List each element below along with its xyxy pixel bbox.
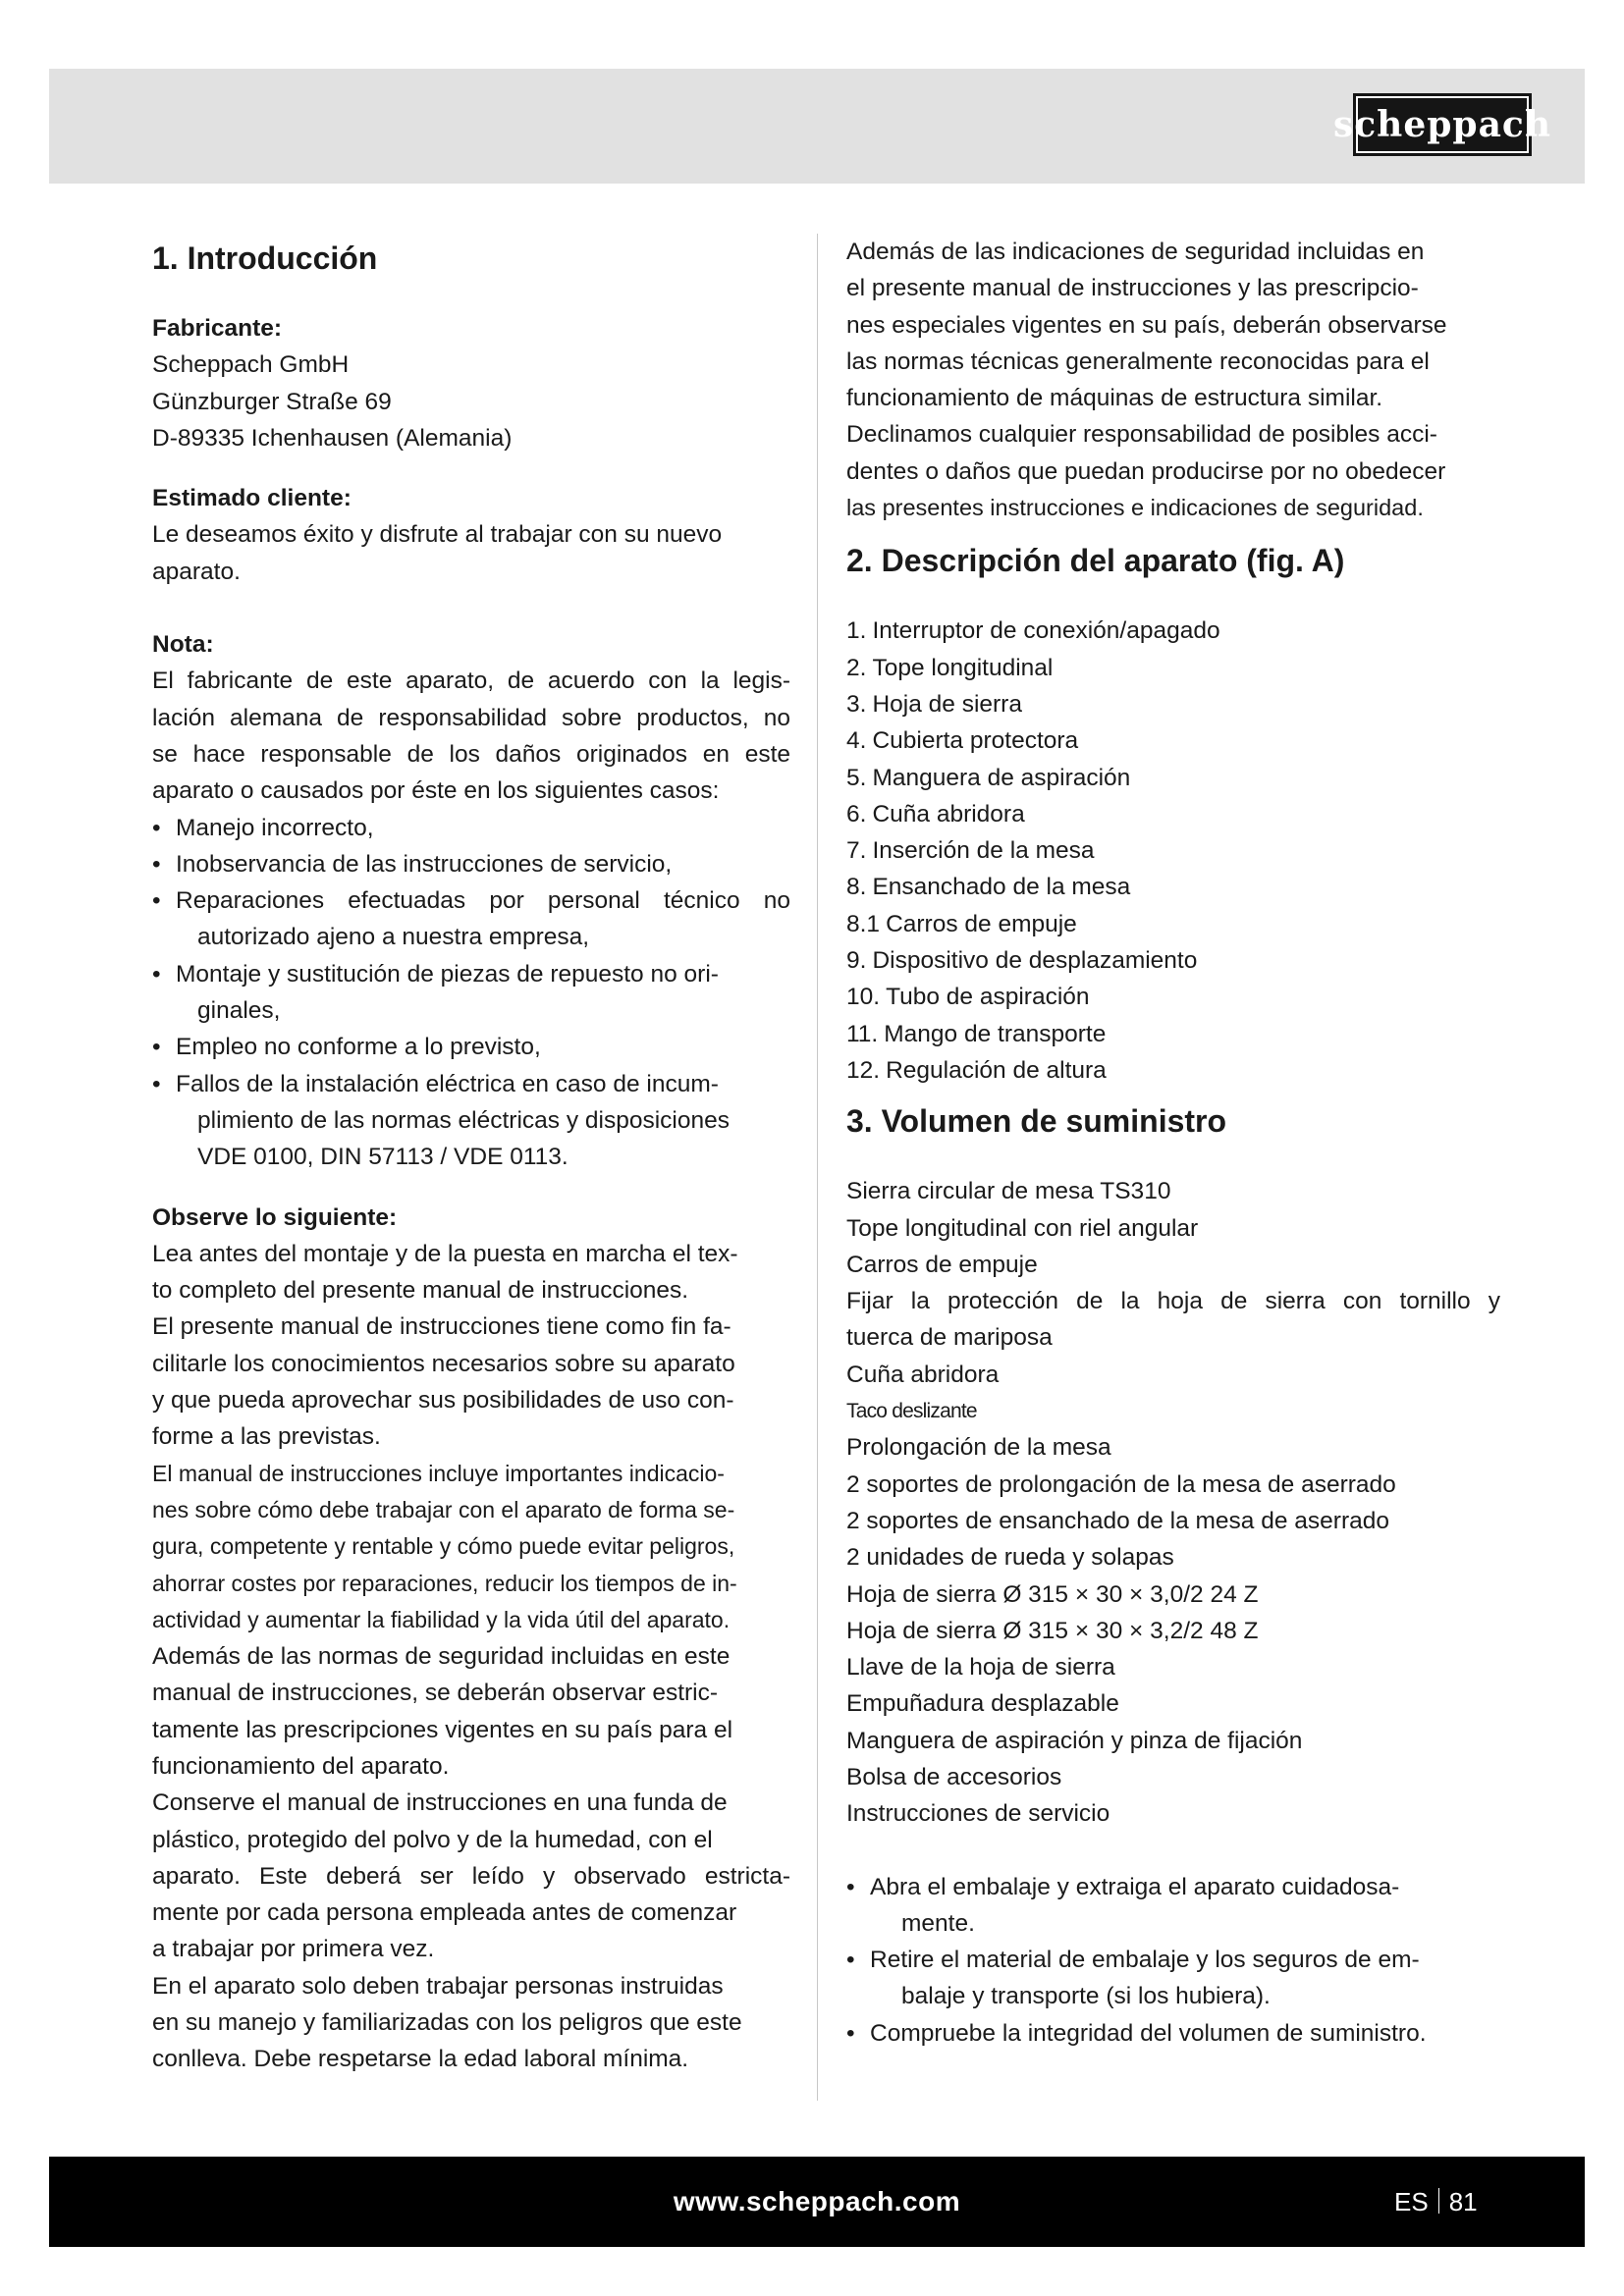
- safety-line: las normas técnicas generalmente reconocidas para el: [846, 347, 1430, 375]
- unpack-step: [846, 1942, 1500, 2015]
- part-item: [846, 796, 1500, 832]
- supply-item: Manguera de aspiración y pinza de fijación: [846, 1727, 1303, 1754]
- safety-line: Además de las indicaciones de seguridad incluidas en: [846, 239, 1425, 265]
- supply-item: 2 soportes de ensanchado de la mesa de aserrado: [846, 1507, 1389, 1534]
- case-text: • Montaje y sustitución de piezas de repuesto no ori-: [176, 960, 719, 988]
- case-item: [152, 1066, 790, 1176]
- parts-list: [846, 613, 1500, 1089]
- safety-line: funcionamiento de máquinas de estructura similar.: [846, 385, 1383, 412]
- part-item: [846, 722, 1500, 759]
- observe-line: a trabajar por primera vez.: [152, 1936, 435, 1963]
- supply-item: Prolongación de la mesa: [846, 1434, 1111, 1462]
- observe-line: aparato. Este deberá ser leído y observado estricta-: [152, 1862, 790, 1890]
- footer-band: [49, 2157, 1585, 2247]
- unpack-text: balaje y transporte (si los hubiera).: [901, 1983, 1271, 2010]
- note-line: El fabricante de este aparato, de acuerdo con la legis-: [152, 667, 790, 695]
- part-label: Carros de empuje: [886, 910, 1077, 937]
- unpack-text: • Compruebe la integridad del volumen de suministro.: [870, 2019, 1427, 2047]
- note-label: Nota:: [152, 631, 214, 659]
- part-label: Dispositivo de desplazamiento: [872, 947, 1198, 975]
- part-item: [846, 760, 1500, 796]
- part-label: Interruptor de conexión/apagado: [872, 617, 1220, 645]
- part-number: 9.: [846, 947, 867, 975]
- part-item: [846, 832, 1500, 869]
- part-number: 12.: [846, 1056, 881, 1084]
- supply-item: 2 soportes de prolongación de la mesa de aserrado: [846, 1470, 1396, 1498]
- observe-line: funcionamiento del aparato.: [152, 1752, 450, 1780]
- part-number: 1.: [846, 617, 867, 645]
- right-column: [846, 234, 1500, 2052]
- observe-line: El manual de instrucciones incluye importantes indicacio-: [152, 1460, 725, 1486]
- part-number: 8.: [846, 874, 867, 901]
- supply-item: tuerca de mariposa: [846, 1324, 1053, 1352]
- part-item: [846, 906, 1500, 942]
- part-item: [846, 942, 1500, 979]
- observe-line: y que pueda aprovechar sus posibilidades de uso con-: [152, 1387, 734, 1415]
- unpack-text: • Abra el embalaje y extraiga el aparato cuidadosa-: [870, 1873, 1400, 1900]
- part-number: 7.: [846, 837, 867, 865]
- observe-line: actividad y aumentar la fiabilidad y la vida útil del aparato.: [152, 1606, 731, 1632]
- safety-line: las presentes instrucciones e indicaciones de seguridad.: [846, 495, 1424, 521]
- page-number: 81: [1448, 2187, 1478, 2216]
- part-item: [846, 686, 1500, 722]
- intro-heading: 1. Introducción: [152, 240, 378, 276]
- observe-line: Lea antes del montaje y de la puesta en marcha el tex-: [152, 1240, 738, 1267]
- left-column: [152, 234, 790, 2078]
- case-item: [152, 810, 790, 846]
- supply-item: Carros de empuje: [846, 1251, 1038, 1278]
- manufacturer-label: Fabricante:: [152, 315, 283, 342]
- supply-item: Taco deslizante: [846, 1400, 977, 1423]
- customer-line: Le deseamos éxito y disfrute al trabajar con su nuevo: [152, 521, 723, 549]
- supply-item: Cuña abridora: [846, 1361, 1000, 1388]
- observe-line: El presente manual de instrucciones tiene como fin fa-: [152, 1313, 731, 1341]
- observe-label: Observe lo siguiente:: [152, 1203, 398, 1231]
- part-number: 2.: [846, 654, 867, 681]
- observe-line: manual de instrucciones, se deberán observar estric-: [152, 1680, 719, 1707]
- supply-item: Empuñadura desplazable: [846, 1690, 1119, 1718]
- case-item: [152, 846, 790, 882]
- unpack-step: [846, 2015, 1500, 2052]
- case-text: autorizado ajeno a nuestra empresa,: [197, 924, 590, 951]
- observe-line: En el aparato solo deben trabajar personas instruidas: [152, 1972, 724, 2000]
- case-text: plimiento de las normas eléctricas y disposiciones: [197, 1106, 730, 1134]
- case-text: • Reparaciones efectuadas por personal técnico no: [176, 887, 790, 915]
- supply-list: [846, 1173, 1500, 1832]
- supply-item: Sierra circular de mesa TS310: [846, 1178, 1171, 1205]
- manufacturer-line: D-89335 Ichenhausen (Alemania): [152, 424, 513, 452]
- part-label: Inserción de la mesa: [872, 837, 1095, 865]
- case-text: • Inobservancia de las instrucciones de servicio,: [176, 850, 673, 878]
- observe-line: nes sobre cómo debe trabajar con el aparato de forma se-: [152, 1496, 735, 1522]
- part-number: 3.: [846, 690, 867, 718]
- observe-line: gura, competente y rentable y cómo puede evitar peligros,: [152, 1533, 735, 1560]
- observe-line: tamente las prescripciones vigentes en su país para el: [152, 1716, 733, 1743]
- manufacturer-line: Günzburger Straße 69: [152, 388, 392, 415]
- page-separator: [1438, 2188, 1439, 2214]
- part-item: [846, 1052, 1500, 1089]
- supply-item: Bolsa de accesorios: [846, 1763, 1062, 1790]
- unpack-text: mente.: [901, 1909, 975, 1937]
- note-line: lación alemana de responsabilidad sobre productos, no: [152, 704, 790, 731]
- part-number: 11.: [846, 1020, 879, 1047]
- observe-line: ahorrar costes por reparaciones, reducir los tiempos de in-: [152, 1570, 737, 1596]
- part-label: Regulación de altura: [886, 1056, 1107, 1084]
- supply-item: Hoja de sierra Ø 315 × 30 × 3,0/2 24 Z: [846, 1580, 1259, 1608]
- case-item: [152, 956, 790, 1030]
- part-label: Cuña abridora: [872, 800, 1025, 828]
- supply-item: Instrucciones de servicio: [846, 1800, 1110, 1828]
- case-text: VDE 0100, DIN 57113 / VDE 0113.: [197, 1144, 568, 1171]
- manufacturer-line: Scheppach GmbH: [152, 351, 350, 379]
- safety-line: Declinamos cualquier responsabilidad de posibles acci-: [846, 421, 1437, 449]
- observe-line: to completo del presente manual de instrucciones.: [152, 1277, 689, 1305]
- unpack-text: • Retire el material de embalaje y los seguros de em-: [870, 1947, 1420, 1974]
- supply-item: Hoja de sierra Ø 315 × 30 × 3,2/2 48 Z: [846, 1617, 1259, 1644]
- case-item: [152, 882, 790, 956]
- safety-line: nes especiales vigentes en su país, deberán observarse: [846, 311, 1447, 339]
- part-label: Hoja de sierra: [872, 690, 1022, 718]
- note-line: aparato o causados por éste en los siguientes casos:: [152, 777, 720, 805]
- customer-line: aparato.: [152, 558, 241, 585]
- part-number: 8.1: [846, 910, 881, 937]
- part-label: Manguera de aspiración: [872, 764, 1131, 791]
- supply-item: Fijar la protección de la hoja de sierra con tornillo y: [846, 1288, 1500, 1315]
- observe-line: Además de las normas de seguridad incluidas en este: [152, 1643, 731, 1671]
- part-label: Mango de transporte: [884, 1020, 1107, 1047]
- supply-item: Llave de la hoja de sierra: [846, 1654, 1115, 1682]
- description-heading: 2. Descripción del aparato (fig. A): [846, 543, 1345, 579]
- supply-item: Tope longitudinal con riel angular: [846, 1214, 1199, 1242]
- part-label: Cubierta protectora: [872, 727, 1079, 755]
- part-number: 6.: [846, 800, 867, 828]
- part-label: Tope longitudinal: [872, 654, 1054, 681]
- case-text: • Fallos de la instalación eléctrica en caso de incum-: [176, 1070, 719, 1097]
- unpack-step: [846, 1869, 1500, 1943]
- part-item: [846, 1016, 1500, 1052]
- case-text: • Empleo no conforme a lo previsto,: [176, 1034, 541, 1061]
- part-number: 10.: [846, 984, 881, 1011]
- part-item: [846, 613, 1500, 649]
- part-item: [846, 979, 1500, 1015]
- supply-heading: 3. Volumen de suministro: [846, 1103, 1227, 1140]
- observe-line: forme a las previstas.: [152, 1423, 381, 1451]
- page-indicator: [1394, 2187, 1478, 2217]
- customer-label: Estimado cliente:: [152, 485, 352, 512]
- observe-line: cilitarle los conocimientos necesarios sobre su aparato: [152, 1350, 735, 1377]
- part-item: [846, 869, 1500, 905]
- part-label: Tubo de aspiración: [886, 984, 1090, 1011]
- part-item: [846, 650, 1500, 686]
- part-number: 4.: [846, 727, 867, 755]
- safety-line: dentes o daños que puedan producirse por no obedecer: [846, 457, 1446, 485]
- column-divider: [817, 234, 818, 2101]
- observe-line: conlleva. Debe respetarse la edad laboral mínima.: [152, 2046, 689, 2073]
- note-line: se hace responsable de los daños originados en este: [152, 740, 790, 768]
- part-label: Ensanchado de la mesa: [872, 874, 1131, 901]
- observe-line: en su manejo y familiarizadas con los peligros que este: [152, 2009, 742, 2037]
- observe-line: mente por cada persona empleada antes de comenzar: [152, 1899, 737, 1927]
- supply-item: 2 unidades de rueda y solapas: [846, 1544, 1174, 1572]
- observe-line: plástico, protegido del polvo y de la humedad, con el: [152, 1826, 713, 1853]
- language-code: ES: [1394, 2187, 1429, 2216]
- part-number: 5.: [846, 764, 867, 791]
- case-text: ginales,: [197, 997, 281, 1025]
- observe-line: Conserve el manual de instrucciones en una funda de: [152, 1789, 728, 1817]
- brand-logo: scheppach: [1353, 93, 1532, 156]
- safety-line: el presente manual de instrucciones y las prescripcio-: [846, 275, 1419, 302]
- footer-website-link[interactable]: www.scheppach.com: [673, 2186, 961, 2216]
- case-text: • Manejo incorrecto,: [176, 814, 374, 841]
- case-item: [152, 1029, 790, 1065]
